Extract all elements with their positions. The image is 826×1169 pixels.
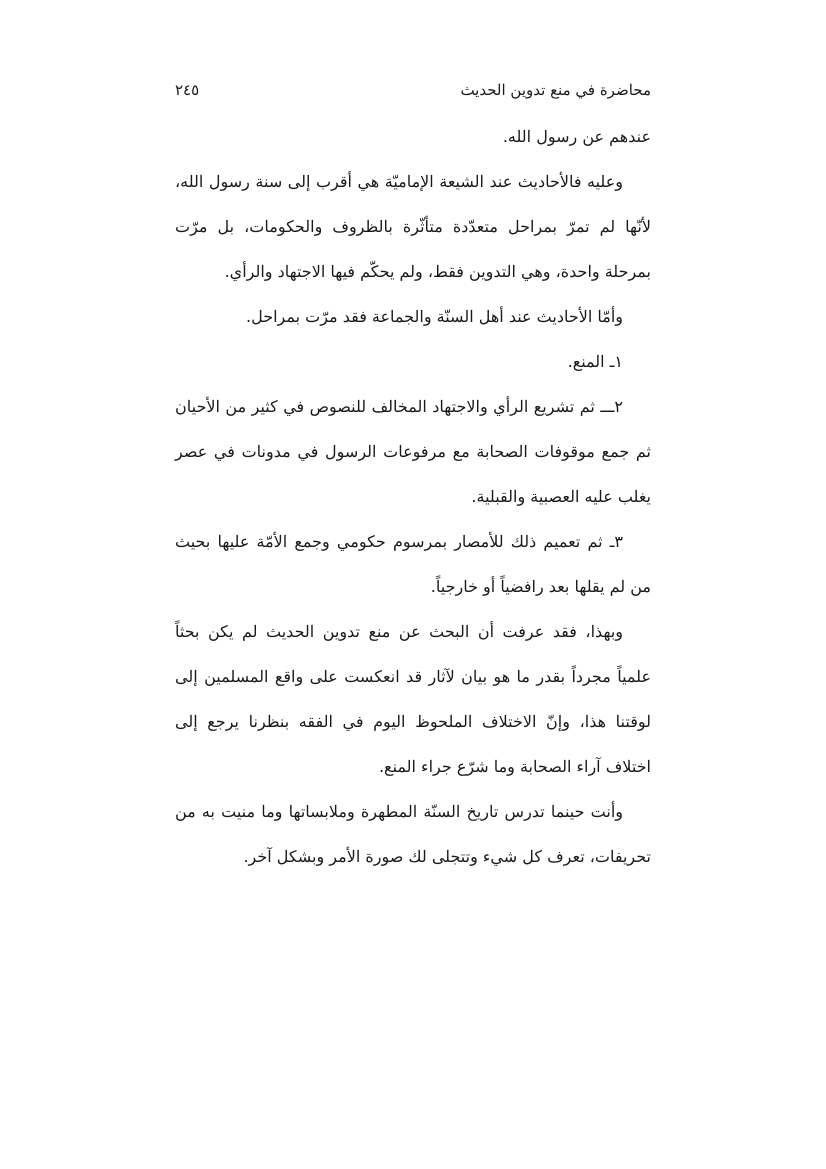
paragraph: وبهذا، فقد عرفت أن البحث عن منع تدوين الحديث لم يكن بحثاً علمياً مجرداً بقدر ما هو بيان لآثار قد انعكست على واقع المسلمين إلى لوقتنا هذا، وإنّ الاختلاف الملحوظ اليوم في الفقه بنظرنا يرجع إلى اختلاف آراء الصحابة وما شرّع جراء المنع.	[175, 622, 651, 776]
list-item: ٢ـــ ثم تشريع الرأي والاجتهاد المخالف للنصوص في كثير من الأحيان ثم جمع موقوفات الصحابة مع مرفوعات الرسول في مدونات في عصر يغلب عليه العصبية والقبلية.	[175, 397, 652, 506]
page-header	[175, 78, 651, 106]
paragraph: وأنت حينما تدرس تاريخ السنّة المطهرة وملابساتها وما منيت به من تحريفات، تعرف كل شيء وتتجلى لك صورة الأمر وبشكل آخر.	[175, 802, 651, 866]
paragraph: وعليه فالأحاديث عند الشيعة الإماميّة هي أقرب إلى سنة رسول الله، لأنّها لم تمرّ بمراحل متعدّدة متأثّرة بالظروف والحكومات، بل مرّت بمرحلة واحدة، وهي التدوين فقط، ولم يحكّم فيها الاجتهاد والرأي.	[175, 172, 652, 281]
list-item: ٣ـ ثم تعميم ذلك للأمصار بمرسوم حكومي وجمع الأمّة عليها بحيث من لم يقلها بعد رافضياً أو خارجياً.	[175, 532, 651, 596]
page-number: ٢٤٥	[175, 81, 200, 99]
running-title: محاضرة في منع تدوين الحديث	[460, 81, 651, 99]
body-text	[175, 114, 651, 879]
paragraph: عندهم عن رسول الله.	[502, 127, 651, 146]
list-item: ١ـ المنع.	[567, 352, 623, 371]
paragraph: وأمّا الأحاديث عند أهل السنّة والجماعة فقد مرّت بمراحل.	[246, 307, 623, 326]
